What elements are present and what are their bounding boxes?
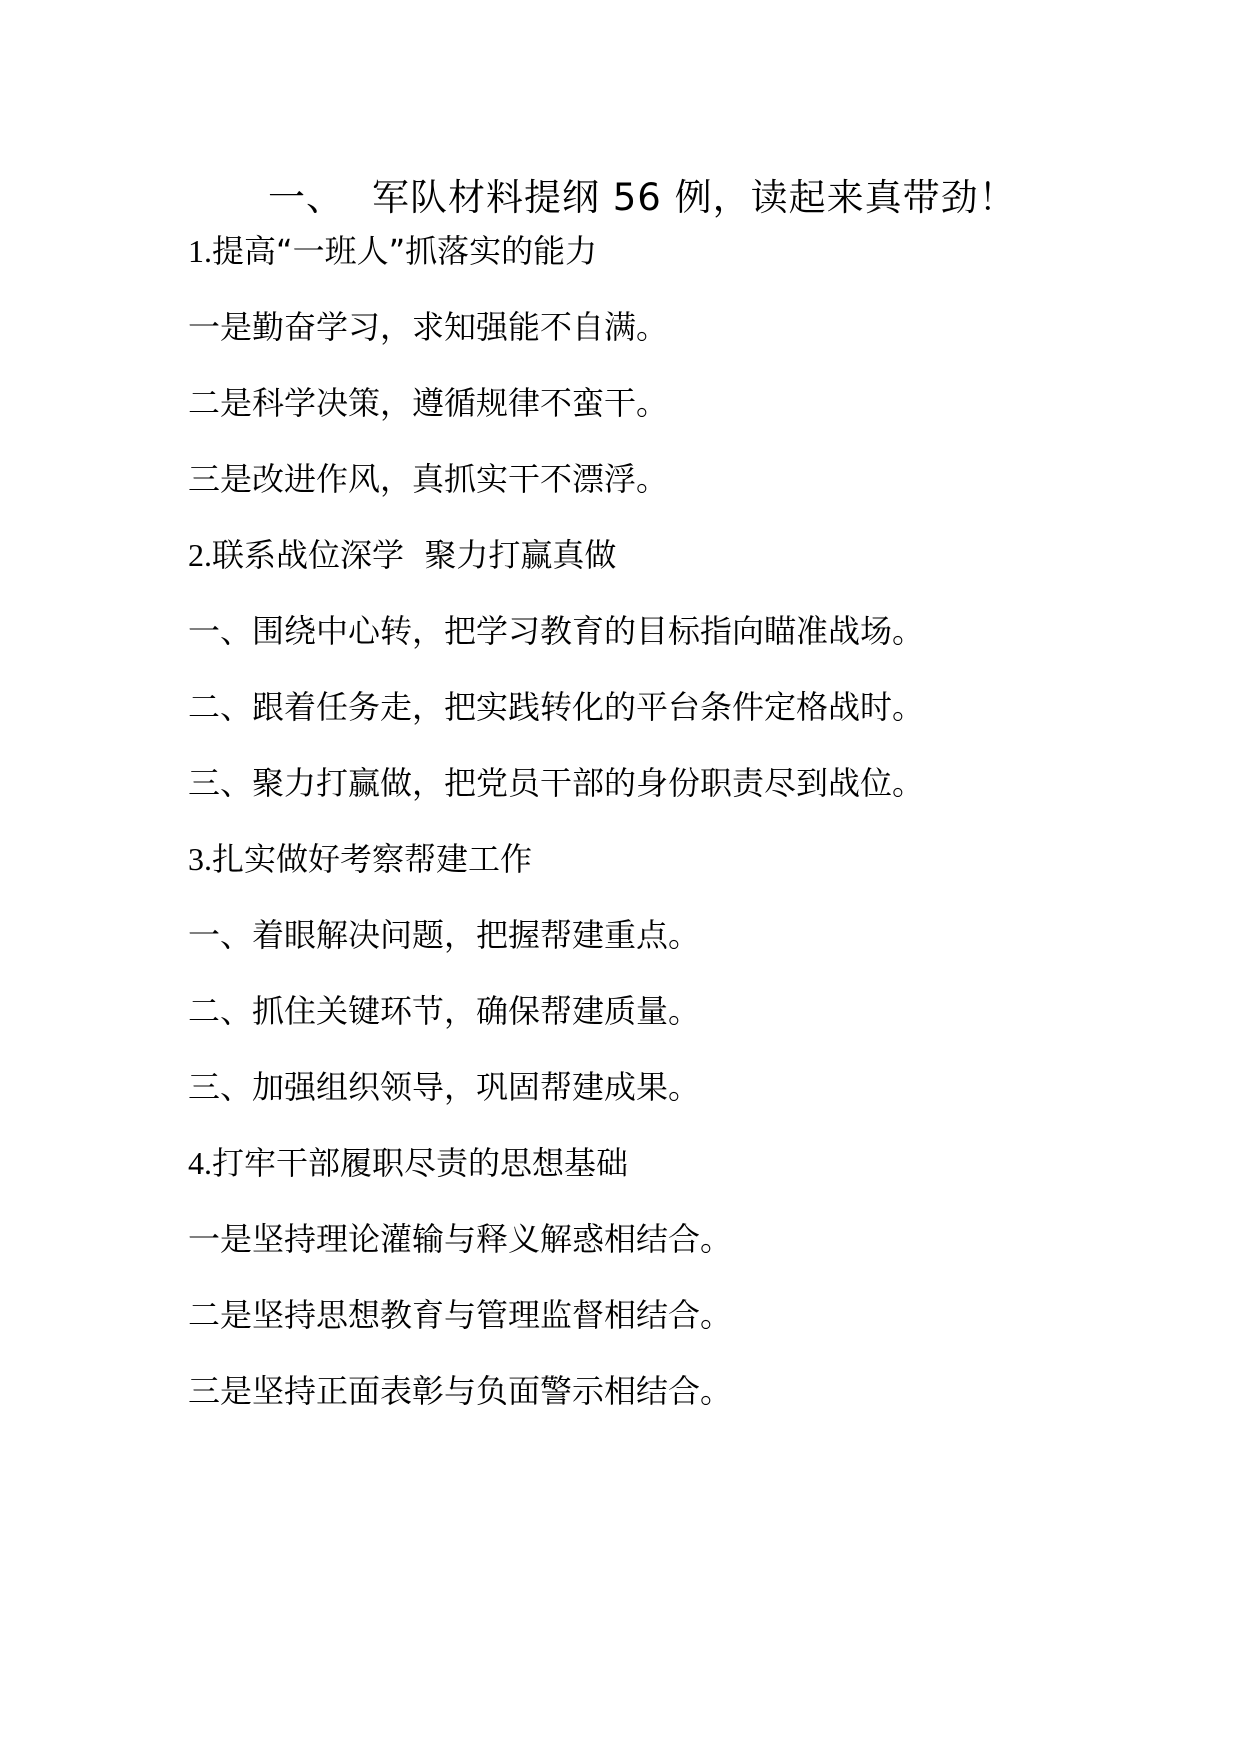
- title-marker: 一、: [268, 176, 344, 219]
- list-item: 二是科学决策，遵循规律不蛮干。: [188, 384, 669, 422]
- list-item: 三、聚力打赢做，把党员干部的身份职责尽到战位。: [188, 764, 925, 802]
- section-heading-text: 打牢干部履职尽责的思想基础: [212, 1144, 629, 1182]
- section-number: 4.: [188, 1145, 212, 1181]
- section-heading: [188, 836, 532, 882]
- list-item: 一、围绕中心转，把学习教育的目标指向瞄准战场。: [188, 612, 925, 650]
- section-heading-text: 联系战位深学 聚力打赢真做: [212, 536, 617, 574]
- list-item: 二是坚持思想教育与管理监督相结合。: [188, 1296, 733, 1334]
- title-text: 军队材料提纲 56 例，读起来真带劲！: [372, 176, 1017, 219]
- list-item: 三是改进作风，真抓实干不漂浮。: [188, 460, 669, 498]
- section-heading-text: 扎实做好考察帮建工作: [212, 840, 533, 878]
- section-heading: [188, 1140, 628, 1186]
- list-item: 一是勤奋学习，求知强能不自满。: [188, 308, 669, 346]
- list-item: 二、抓住关键环节，确保帮建质量。: [188, 992, 701, 1030]
- list-item: 三是坚持正面表彰与负面警示相结合。: [188, 1372, 733, 1410]
- section-heading: [188, 532, 616, 578]
- document-title: [268, 172, 1017, 224]
- section-number: 1.: [188, 233, 212, 269]
- list-item: 一、着眼解决问题，把握帮建重点。: [188, 916, 701, 954]
- section-heading: [188, 228, 597, 274]
- list-item: 二、跟着任务走，把实践转化的平台条件定格战时。: [188, 688, 925, 726]
- section-number: 3.: [188, 841, 212, 877]
- list-item: 一是坚持理论灌输与释义解惑相结合。: [188, 1220, 733, 1258]
- section-heading-text: 提高“一班人”抓落实的能力: [212, 232, 598, 270]
- section-number: 2.: [188, 537, 212, 573]
- list-item: 三、加强组织领导，巩固帮建成果。: [188, 1068, 701, 1106]
